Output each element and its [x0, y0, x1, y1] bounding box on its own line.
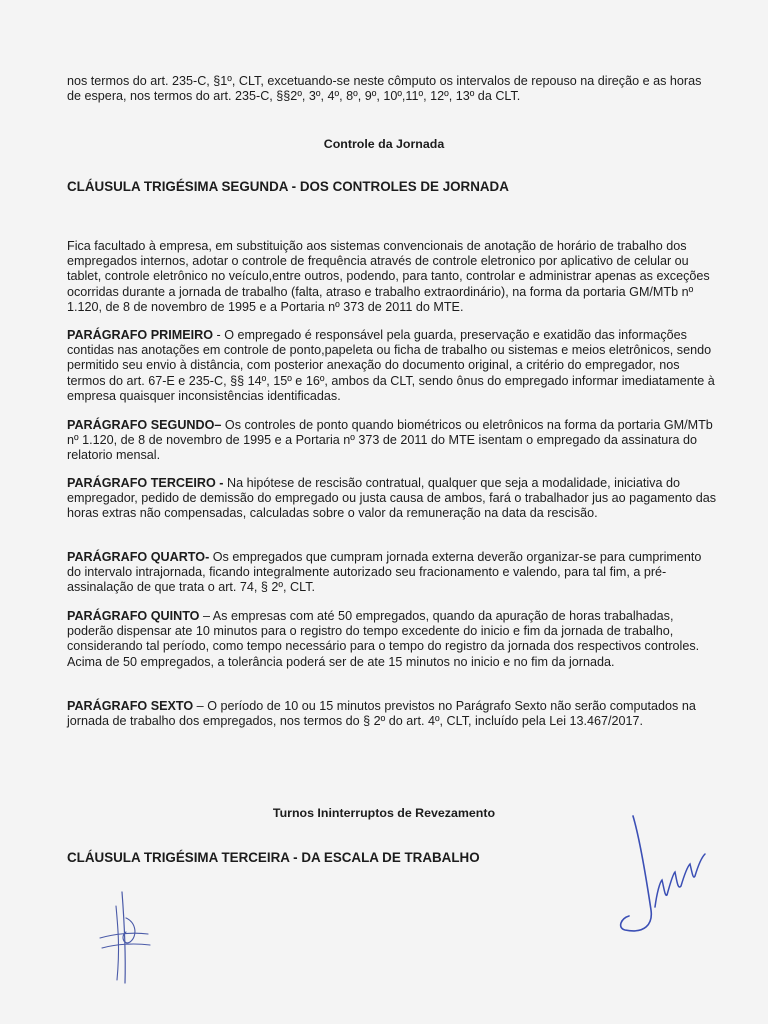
paragraph-primeiro-label: PARÁGRAFO PRIMEIRO — [67, 328, 213, 342]
paragraph-segundo-text: Os controles de ponto quando biométricos ou eletrônicos na forma da portaria GM/MTb nº 1.120, de 8 de novembro de 1995 e a Portaria nº 373 de 2011 do MTE isentam o empregado da assinatura do relatorio mensal. — [67, 418, 713, 463]
paragraph-sexto — [67, 699, 717, 729]
paragraph-terceiro-text: Na hipótese de rescisão contratual, qualquer que seja a modalidade, iniciativa do empregador, pedido de demissão do empregado ou justa causa de ambos, fará o trabalhador jus ao pagamento das horas extras não compensadas, calculadas sobre o valor da remuneração na data da rescisão. — [67, 476, 717, 521]
paragraph-quinto-label: PARÁGRAFO QUINTO — [67, 609, 200, 623]
paragraph-quarto-text: Os empregados que cumpram jornada externa deverão organizar-se para cumprimento do intervalo intrajornada, ficando integralmente autorizado seu fracionamento e valendo, para tal fim, a pré-assinalação de que trata o art. 74, § 2º, CLT. — [67, 550, 702, 595]
signature-right — [615, 812, 725, 947]
paragraph-quarto — [67, 550, 717, 596]
signature-left — [90, 888, 160, 988]
clause-33-title: CLÁUSULA TRIGÉSIMA TERCEIRA - DA ESCALA DE TRABALHO — [67, 850, 480, 865]
paragraph-terceiro-label: PARÁGRAFO TERCEIRO - — [67, 476, 224, 490]
paragraph-sexto-text: – O período de 10 ou 15 minutos previstos no Parágrafo Sexto não serão computados na jornada de trabalho dos empregados, nos termos do § 2º do art. 4º, CLT, incluído pela Lei 13.467/2017. — [67, 699, 696, 729]
paragraph-terceiro — [67, 476, 717, 522]
intro-paragraph: nos termos do art. 235-C, §1º, CLT, excetuando-se neste cômputo os intervalos de repouso na direção e as horas de espera, nos termos do art. 235-C, §§2º, 3º, 4º, 8º, 9º, 10º,11º, 12º, 13º da CLT. — [67, 74, 702, 104]
paragraph-quinto-text: – As empresas com até 50 empregados, quando da apuração de horas trabalhadas, poderão dispensar ate 10 minutos para o registro do tempo excedente do inicio e fim da jornada de trabalho, considerando tal período, como tempo necessário para o tempo do registro da jornada dos respectivos controles. Acima de 50 empregados, a tolerância poderá ser de ate 15 minutos no inicio e no fim da jornada. — [67, 609, 700, 669]
paragraph-primeiro-text: - O empregado é responsável pela guarda, preservação e exatidão das informações contidas nas anotações em controle de ponto,papeleta ou ficha de trabalho ou sistemas e meios eletrônicos, sendo permitido seu envio à distância, com posterior anexação do documento original, a critério do empregador, nos termos do art. 67-E e 235-C, §§ 14º, 15º e 16º, ambos da CLT, sendo ônus do empregado informar imediatamente à empresa quaisquer inconsistências identificadas. — [67, 328, 715, 403]
paragraph-segundo — [67, 418, 717, 464]
paragraph-sexto-label: PARÁGRAFO SEXTO — [67, 699, 194, 713]
paragraph-segundo-label: PARÁGRAFO SEGUNDO– — [67, 418, 222, 432]
clause-32-body: Fica facultado à empresa, em substituição aos sistemas convencionais de anotação de horário de trabalho dos empregados internos, adotar o controle de frequência através de controle eletronico por aplicativo de celular ou tablet, controle eletrônico no veículo,entre outros, podendo, para tanto, controlar e administrar apenas as exceções ocorridas durante a jornada de trabalho (falta, atraso e trabalho extraordinário), na forma da portaria GM/MTb nº 1.120, de 8 de novembro de 1995 e a Portaria nº 373 de 2011 do MTE. — [67, 239, 710, 314]
clause-32-title: CLÁUSULA TRIGÉSIMA SEGUNDA - DOS CONTROLES DE JORNADA — [67, 179, 509, 194]
paragraph-primeiro — [67, 328, 717, 404]
paragraph-quarto-label: PARÁGRAFO QUARTO- — [67, 550, 210, 564]
paragraph-quinto — [67, 609, 717, 670]
section-heading-controle-jornada: Controle da Jornada — [323, 137, 445, 151]
section-heading-turnos: Turnos Ininterruptos de Revezamento — [272, 806, 496, 820]
